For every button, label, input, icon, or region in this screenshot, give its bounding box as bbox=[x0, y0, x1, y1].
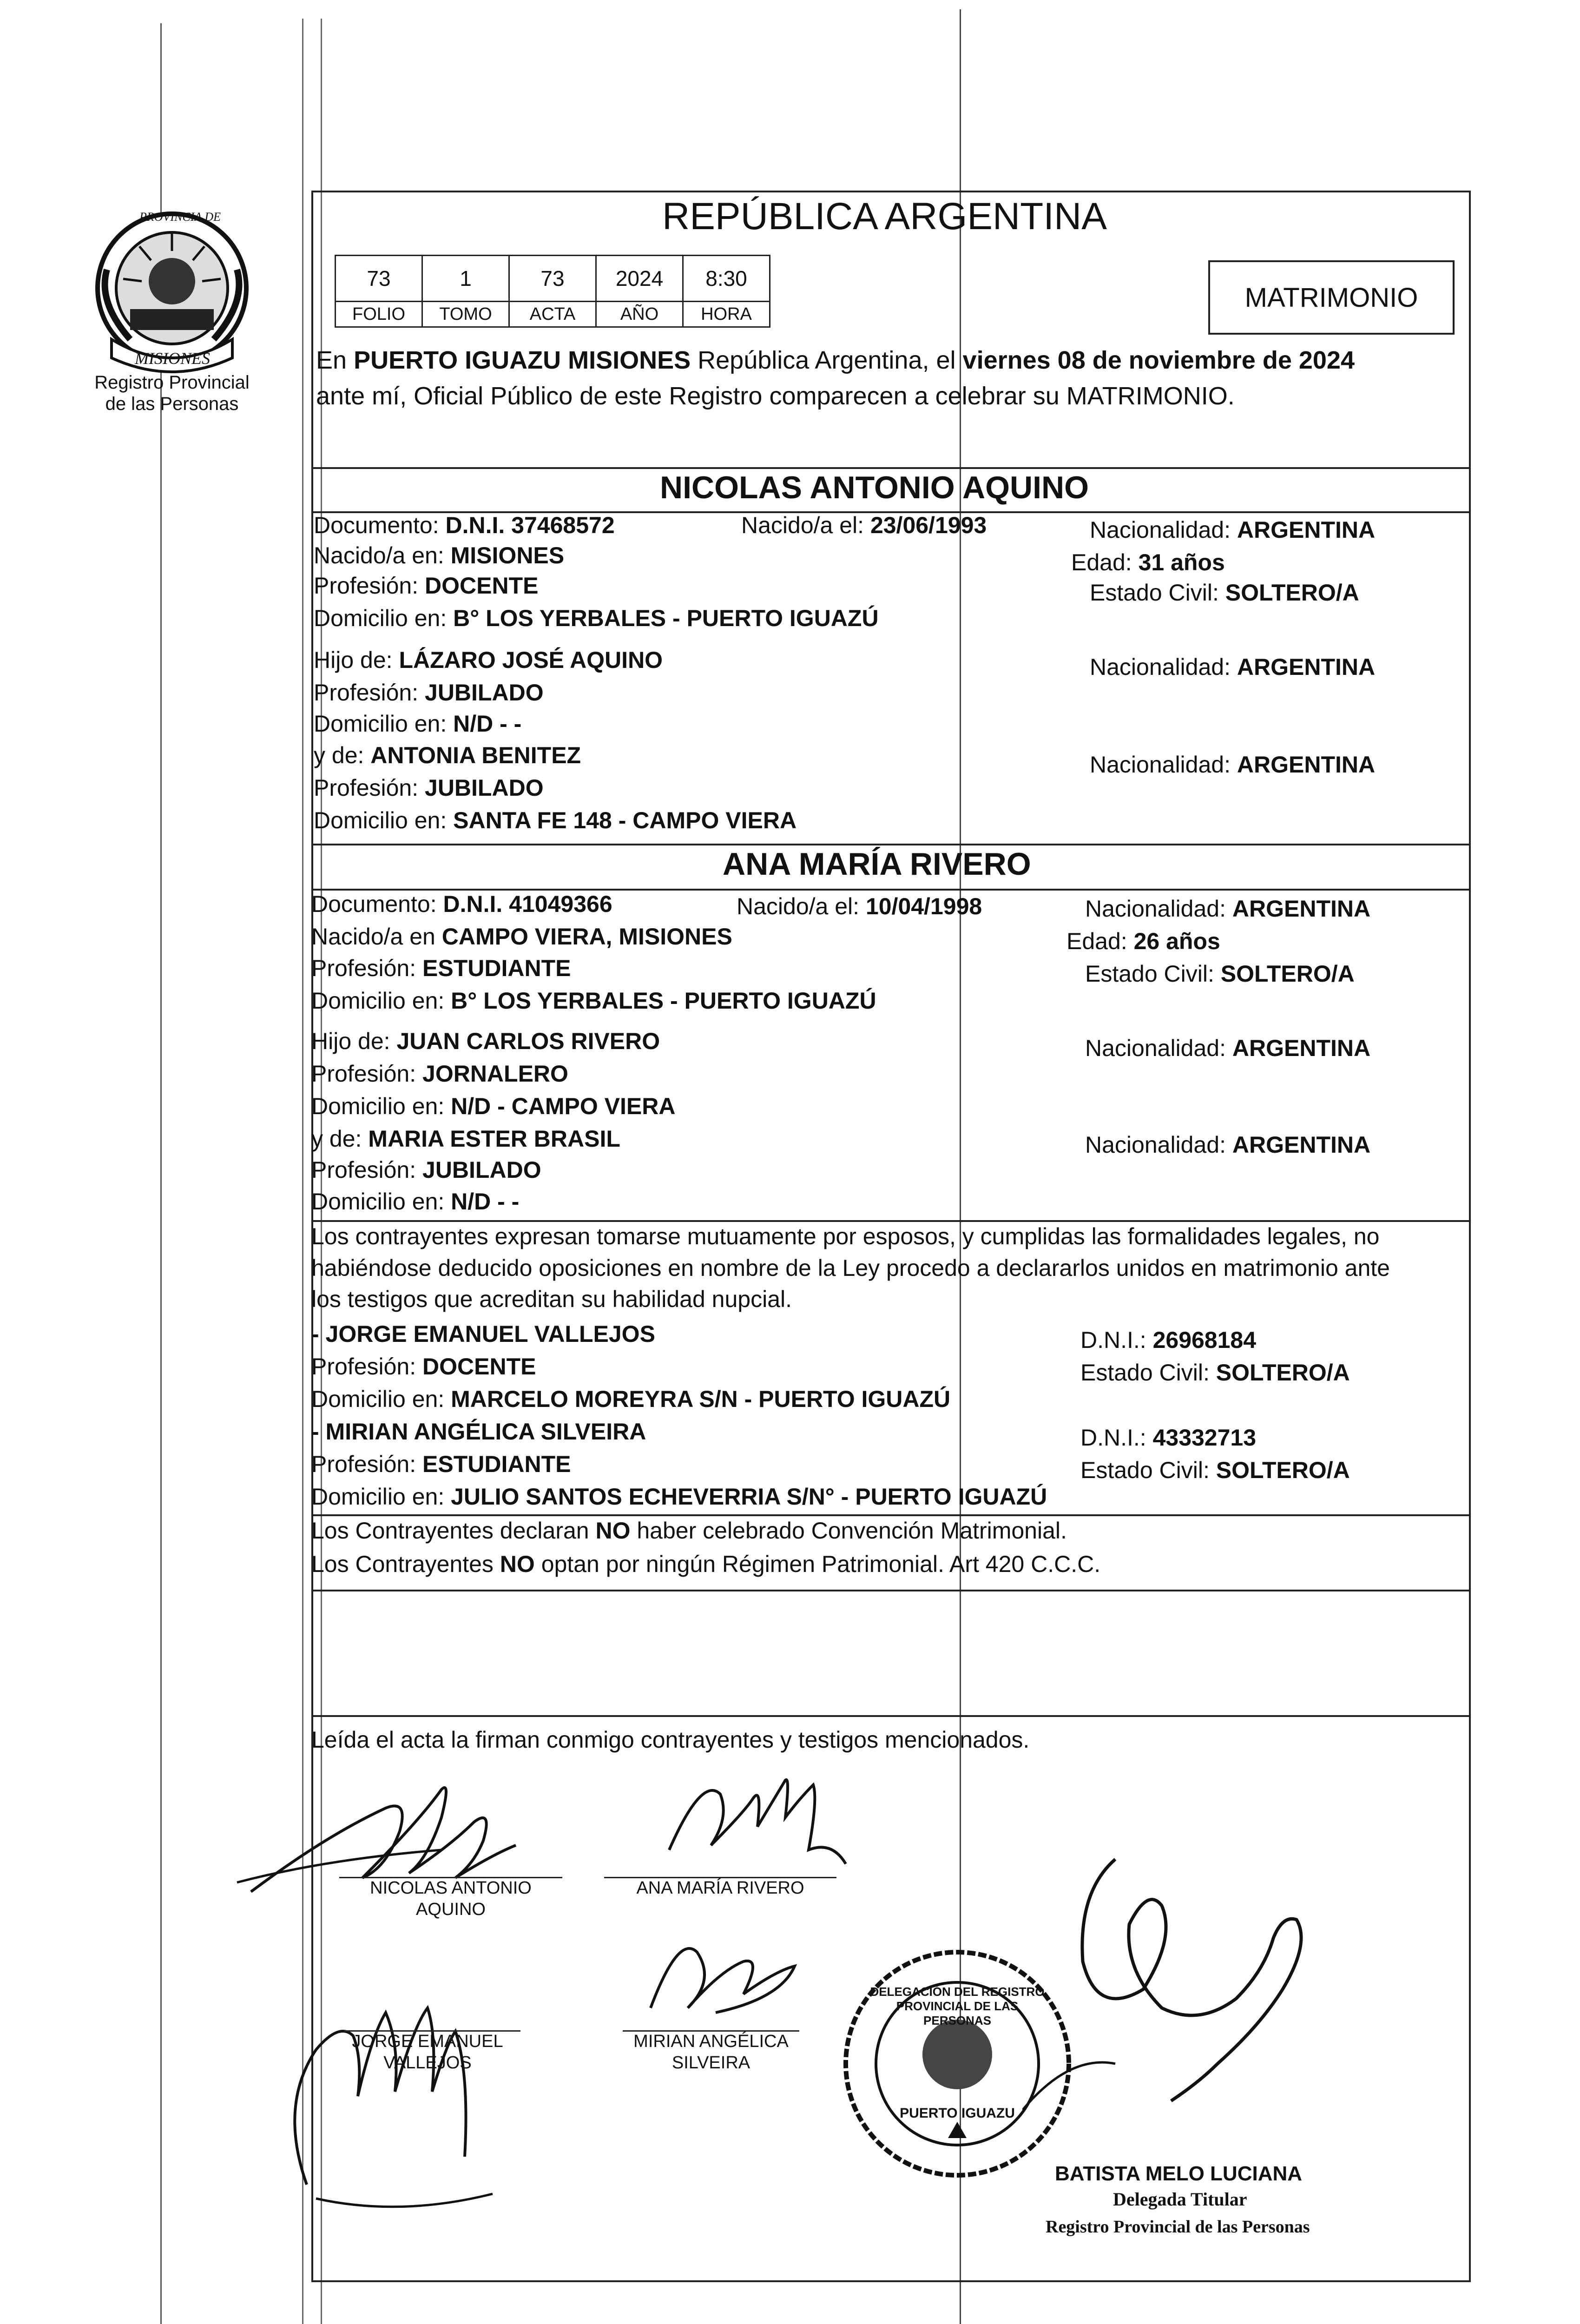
hora-caption: HORA bbox=[682, 301, 770, 328]
intro-line1: En PUERTO IGUAZU MISIONES República Argentina, el viernes 08 de noviembre de 2024 bbox=[316, 346, 1355, 374]
official-name: BATISTA MELO LUCIANA bbox=[1055, 2162, 1303, 2185]
bride-father: Hijo de: JUAN CARLOS RIVERO bbox=[311, 1028, 660, 1054]
bride-birthplace: Nacido/a en CAMPO VIERA, MISIONES bbox=[311, 924, 732, 950]
bride-name: ANA MARÍA RIVERO bbox=[723, 846, 1031, 882]
bride-age: Edad: 26 años bbox=[1066, 928, 1220, 954]
bride-address: Domicilio en: B° LOS YERBALES - PUERTO IGUAZÚ bbox=[311, 988, 876, 1014]
page-title: REPÚBLICA ARGENTINA bbox=[662, 195, 1107, 238]
groom-signature-name: NICOLAS ANTONIO AQUINO bbox=[370, 1878, 532, 1919]
witness1-civil-status: Estado Civil: SOLTERO/A bbox=[1080, 1360, 1350, 1386]
anio-caption: AÑO bbox=[595, 301, 684, 328]
seal-top-text: PROVINCIA DE bbox=[139, 210, 221, 224]
declaration-line3: los testigos que acreditan su habilidad nupcial. bbox=[311, 1286, 792, 1312]
official-office: Registro Provincial de las Personas bbox=[1046, 2217, 1310, 2237]
regime-line2: Los Contrayentes NO optan por ningún Régimen Patrimonial. Art 420 C.C.C. bbox=[311, 1551, 1101, 1577]
witness2-address: Domicilio en: JULIO SANTOS ECHEVERRIA S/N° - PUERTO IGUAZÚ bbox=[311, 1484, 1047, 1510]
type-box: MATRIMONIO bbox=[1208, 260, 1455, 335]
witness2-dni: D.N.I.: 43332713 bbox=[1080, 1425, 1257, 1451]
bride-father-nationality: Nacionalidad: ARGENTINA bbox=[1085, 1035, 1371, 1061]
stamp-ring-text: DELEGACIÓN DEL REGISTRO PROVINCIAL DE LAS PERSONAS bbox=[870, 1985, 1045, 2027]
groom-born: Nacido/a el: 23/06/1993 bbox=[741, 512, 987, 538]
witness2-profession: Profesión: ESTUDIANTE bbox=[311, 1451, 571, 1477]
bride-signature-name: ANA MARÍA RIVERO bbox=[636, 1878, 804, 1898]
official-signature-icon bbox=[1022, 1822, 1348, 2124]
intro-line2: ante mí, Oficial Público de este Registro comparecen a celebrar su MATRIMONIO. bbox=[316, 382, 1235, 410]
groom-mother-profession: Profesión: JUBILADO bbox=[314, 775, 544, 801]
groom-mother: y de: ANTONIA BENITEZ bbox=[314, 742, 581, 768]
groom-father: Hijo de: LÁZARO JOSÉ AQUINO bbox=[314, 647, 663, 673]
anio-value: 2024 bbox=[595, 255, 684, 302]
registry-name bbox=[88, 372, 256, 415]
bride-mother-nationality: Nacionalidad: ARGENTINA bbox=[1085, 1132, 1371, 1158]
regime-line1: Los Contrayentes declaran NO haber celebrado Convención Matrimonial. bbox=[311, 1518, 1067, 1544]
acta-caption: ACTA bbox=[508, 301, 597, 328]
bride-born: Nacido/a el: 10/04/1998 bbox=[737, 893, 982, 919]
groom-profession: Profesión: DOCENTE bbox=[314, 573, 539, 599]
tomo-caption: TOMO bbox=[421, 301, 510, 328]
stamp-inner-text: PUERTO IGUAZU bbox=[900, 2106, 1015, 2121]
bride-doc: Documento: D.N.I. 41049366 bbox=[311, 891, 612, 917]
bride-mother: y de: MARIA ESTER BRASIL bbox=[311, 1126, 620, 1152]
seal-bottom-text: MISIONES bbox=[135, 349, 210, 368]
bride-father-address: Domicilio en: N/D - CAMPO VIERA bbox=[311, 1093, 676, 1119]
witness1-signature-name: JORGE EMANUEL VALLEJOS bbox=[352, 2032, 503, 2073]
registry-line1: Registro Provincial bbox=[94, 372, 250, 393]
groom-mother-nationality: Nacionalidad: ARGENTINA bbox=[1090, 752, 1376, 778]
bride-father-profession: Profesión: JORNALERO bbox=[311, 1061, 568, 1087]
declaration-line2: habiéndose deducido oposiciones en nombre de la Ley procedo a declararlos unidos en matrimonio ante bbox=[311, 1255, 1390, 1281]
tomo-value: 1 bbox=[421, 255, 510, 302]
groom-doc: Documento: D.N.I. 37468572 bbox=[314, 512, 615, 538]
hora-value: 8:30 bbox=[682, 255, 770, 302]
witness2-name: - MIRIAN ANGÉLICA SILVEIRA bbox=[311, 1419, 646, 1445]
witness1-name: - JORGE EMANUEL VALLEJOS bbox=[311, 1321, 655, 1347]
divider bbox=[311, 889, 1471, 891]
groom-age: Edad: 31 años bbox=[1071, 549, 1225, 575]
groom-father-address: Domicilio en: N/D - - bbox=[314, 711, 522, 737]
bride-mother-address: Domicilio en: N/D - - bbox=[311, 1188, 520, 1215]
groom-address: Domicilio en: B° LOS YERBALES - PUERTO IGUAZÚ bbox=[314, 605, 879, 631]
divider bbox=[311, 1715, 1471, 1717]
witness1-dni: D.N.I.: 26968184 bbox=[1080, 1327, 1257, 1353]
closing-text: Leída el acta la firman conmigo contrayentes y testigos mencionados. bbox=[311, 1727, 1030, 1753]
groom-father-nationality: Nacionalidad: ARGENTINA bbox=[1090, 654, 1376, 680]
registry-seal bbox=[79, 200, 265, 386]
witness2-civil-status: Estado Civil: SOLTERO/A bbox=[1080, 1457, 1350, 1483]
groom-birthplace: Nacido/a en: MISIONES bbox=[314, 542, 565, 568]
groom-father-profession: Profesión: JUBILADO bbox=[314, 680, 544, 706]
bride-nationality: Nacionalidad: ARGENTINA bbox=[1085, 896, 1371, 922]
divider bbox=[311, 1514, 1471, 1516]
official-role: Delegada Titular bbox=[1113, 2189, 1247, 2210]
registry-line2: de las Personas bbox=[105, 394, 239, 414]
witness1-address: Domicilio en: MARCELO MOREYRA S/N - PUERTO IGUAZÚ bbox=[311, 1386, 951, 1412]
bride-civil-status: Estado Civil: SOLTERO/A bbox=[1085, 961, 1355, 987]
divider bbox=[311, 844, 1471, 845]
bride-mother-profession: Profesión: JUBILADO bbox=[311, 1157, 541, 1183]
acta-value: 73 bbox=[508, 255, 597, 302]
groom-mother-address: Domicilio en: SANTA FE 148 - CAMPO VIERA bbox=[314, 807, 797, 833]
groom-nationality: Nacionalidad: ARGENTINA bbox=[1090, 517, 1376, 543]
groom-civil-status: Estado Civil: SOLTERO/A bbox=[1090, 580, 1359, 606]
folio-caption: FOLIO bbox=[335, 301, 423, 328]
witness1-profession: Profesión: DOCENTE bbox=[311, 1353, 536, 1380]
witness2-signature-icon bbox=[623, 1915, 818, 2045]
folio-value: 73 bbox=[335, 255, 423, 302]
bride-signature-icon bbox=[632, 1757, 864, 1896]
divider bbox=[311, 1590, 1471, 1591]
witness2-signature-name: MIRIAN ANGÉLICA SILVEIRA bbox=[633, 2032, 789, 2073]
groom-name: NICOLAS ANTONIO AQUINO bbox=[660, 470, 1089, 505]
declaration-line1: Los contrayentes expresan tomarse mutuamente por esposos, y cumplidas las formalidades legales, no bbox=[311, 1223, 1380, 1249]
bride-profession: Profesión: ESTUDIANTE bbox=[311, 955, 571, 981]
divider bbox=[311, 1220, 1471, 1222]
divider bbox=[311, 467, 1471, 469]
